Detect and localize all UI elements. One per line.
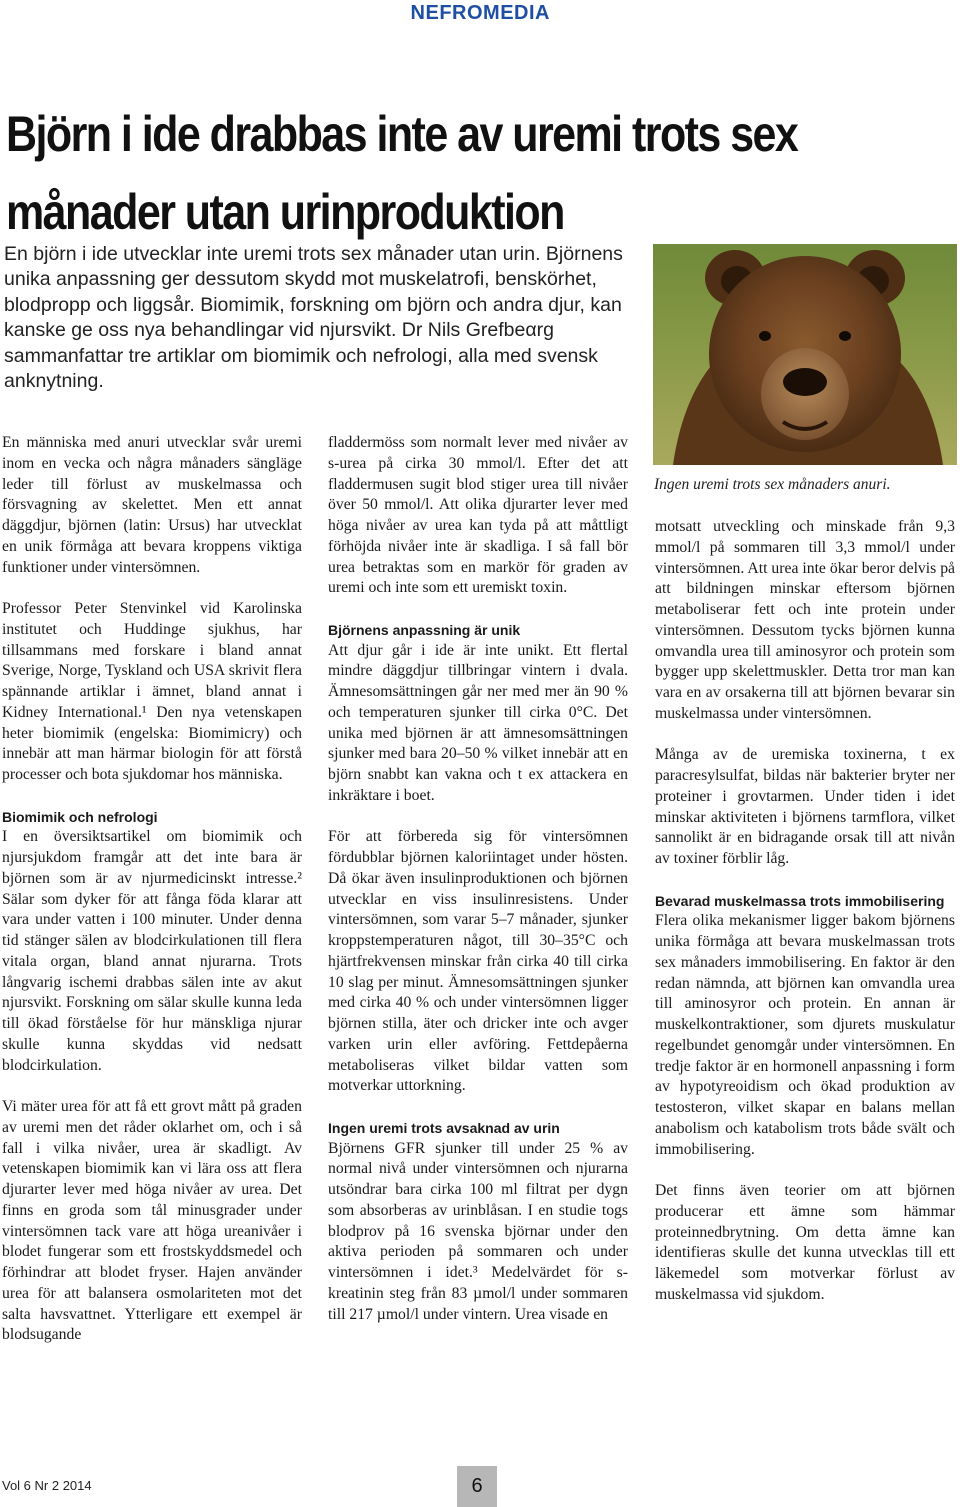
subheading: Björnens anpassning är unik (328, 621, 521, 638)
page-number: 6 (457, 1466, 497, 1507)
column-1 (2, 433, 302, 1367)
paragraph: Björnens GFR sjunker till under 25 % av normal nivå under vintersömnen och njurarna utsöndrar bara cirka 100 ml filtrat per dygn som absorberas av urinblåsan. I en studie togs blodprov på 16 svenska björnar under den aktiva perioden på sommaren och under vintersömnen i idet.³ Medelvärdet för s-kreatinin steg från 83 µmol/l under sommaren till 217 µmol/l under vintern. Urea visade en (328, 1139, 628, 1323)
paragraph: motsatt utveckling och minskade från 9,3 mmol/l på sommaren till 3,3 mmol/l under vintersömnen. Att urea inte ökar beror delvis på att bildningen minskar eftersom björnen metaboliserar fett och inte protein under vintersömnen. Dessutom tycks björnen kunna omvandla urea till aminosyror och protein som bygger upp skelettmuskler. Detta tror man kan vara en av orsakerna till att björnen bevarar sin muskelmassa under vintersömnen. (655, 518, 955, 722)
column-3 (655, 517, 955, 1326)
paragraph: Vi mäter urea för att få ett grovt mått på graden av uremi men det råder oklarhet om, och i så fall i vilka nivåer, urea är skadligt. Av vetenskapen biomimik kan vi lära oss att flera djurarter lever med höga nivåer av urea. Det finns en groda som tål minusgrader under vintersömnen tack vare att höga ureanivåer i blodet fungerar som ett frostskyddsmedel och förhindrar att blodet fryser. Hajen använder urea för att balansera osmolariteten mot det salta havsvattnet. Ytterligare ett exempel är blodsugande (2, 1098, 302, 1344)
paragraph: Flera olika mekanismer ligger bakom björnens unika förmåga att bevara muskelmassan trots sex månaders immobilisering. En faktor är den redan nämnda, att björnen kan omvandla urea till aminosyror och protein. En annan är muskelkontraktioner, som djurets muskulatur regelbundet genomgår under vintersömnen. En tredje faktor är en hormonell anpassning i form av hypotyreoidism och ökad produktion av testosteron, vilket skapar en balans mellan anabolism och katabolism trots både svält och immobilisering. (655, 912, 955, 1158)
bear-photo-icon (653, 244, 957, 465)
paragraph: Det finns även teorier om att björnen producerar ett ämne som hämmar proteinnedbrytning. Om detta ämne kan identifieras skulle det kunna utvecklas till ett läkemedel som motverkar förlust av muskelmassa vid sjukdom. (655, 1182, 955, 1303)
photo-caption: Ingen uremi trots sex månaders anuri. (654, 476, 891, 493)
subheading: Bevarad muskelmassa trots immobilisering (655, 892, 945, 909)
subheading: Ingen uremi trots avsaknad av urin (328, 1119, 560, 1136)
column-2 (328, 433, 628, 1346)
paragraph: Professor Peter Stenvinkel vid Karolinska institutet och Huddinge sjukhus, har tillsammans med forskare i bland annat Sverige, Norge, Tyskland och USA skrivit flera spännande artiklar i ämnet, bland annat i Kidney International.¹ Den nya vetenskapen heter biomimik (engelska: Biomimicry) och innebär att man härmar biologin för att förstå processer och bota sjukdomar hos människa. (2, 600, 302, 783)
lead-paragraph: En björn i ide utvecklar inte uremi trots sex månader utan urin. Björnens unika anpassning ger dessutom skydd mot muskelatrofi, benskörhet, blodpropp och liggsår. Biomimik, forskning om björn och andra djur, kan kanske ge oss nya behandlingar vid njursvikt. Dr Nils Grefbeαrg sammanfattar tre artiklar om biomimik och nefrologi, alla med svensk anknytning. (4, 243, 623, 393)
paragraph: Många av de uremiska toxinerna, t ex paracresylsulfat, bildas när bakterier bryter ner proteiner i grovtarmen. Under tiden i idet minskar aktiviteten i björnens tarmflora, vilket sannolikt är en bidragande orsak till att nivån av toxiner förblir låg. (655, 746, 955, 867)
headline: Björn i ide drabbas inte av uremi trots sex månader utan urinproduktion (6, 106, 798, 240)
masthead: NEFROMEDIA (410, 2, 550, 24)
subheading: Biomimik och nefrologi (2, 808, 158, 825)
paragraph: En människa med anuri utvecklar svår uremi inom en vecka och några månaders sängläge leder till förlust av muskelmassa och försvagning av skelettet. Men ett annat däggdjur, björnen (latin: Ursus) har utvecklat en unik förmåga att bevara kroppens viktiga funktioner under vintersömnen. (2, 434, 302, 576)
paragraph: För att förbereda sig för vintersömnen fördubblar björnen kaloriintaget under hösten. Då ökar även insulinproduktionen och björnen utvecklar en viss insulinresistens. Under vintersömnen, som varar 5–7 månader, sjunker kroppstemperaturen något, till 30–35°C och hjärtfrekvensen minskar från cirka 40 till cirka 10 slag per minut. Ämnesomsättningen sjunker med cirka 40 % och under vintersömnen ligger björnen stilla, äter och dricker inte och avger varken urin eller avföring. Fettdepåerna metaboliseras vilket bildar vatten som motverkar uttorkning. (328, 828, 628, 1095)
bear-photo (653, 244, 957, 465)
paragraph: fladdermöss som normalt lever med nivåer av s-urea på cirka 30 mmol/l. Efter det att fladdermusen sugit blod stiger urea till nivåer över 50 mmol/l. Att olika djurarter lever med höga nivåer av urea kan tyda på att måttligt förhöjda nivåer inte är skadliga. I så fall bör urea betraktas som en markör för graden av uremi och inte som ett uremiskt toxin. (328, 434, 628, 597)
paragraph: Att djur går i ide är inte unikt. Ett flertal mindre däggdjur tillbringar vintern i dvala. Ämnesomsättningen går ner med mer än 90 % och temperaturen sjunker till cirka 0°C. Det unika med björnen är att ämnesomsättningen sjunker med bara 20–50 % vilket innebär att en björn snabbt kan vakna och t ex attackera en inkräktare i boet. (328, 641, 628, 804)
issue-footer: Vol 6 Nr 2 2014 (2, 1478, 92, 1493)
paragraph: I en översiktsartikel om biomimik och njursjukdom framgår att det inte bara är björnen som är av njurmedicinskt intresse.² Sälar som dyker för att fånga föda klarar att vara under vatten i 100 minuter. Under denna tid stänger sälen av blodcirkulationen till flera vitala organ, bland annat njurarna. Trots långvarig ischemi drabbas sälen inte av akut njursvikt. Forskning om sälar skulle kunna leda till ökad förståelse för hur mänskliga njurar skulle kunna skyddas vid nedsatt blodcirkulation. (2, 828, 302, 1074)
